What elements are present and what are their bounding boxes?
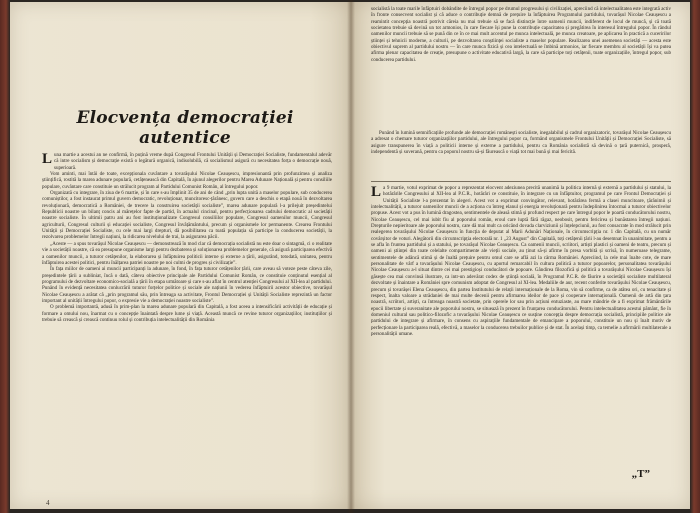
body-paragraph: Punând în lumină semnificațiile profunde ale democrației românești socialiste, inegalabilul și cadrul organizatoric, tovarășul Nicolae Ceaușescu a adresat o chemare tuturor organizațiilor partidului, ale întregului popor ca, formând organismele Frontului Unității și Democrației Socialiste, să asigure transpunerea în viață a politicii interne și externe a partidului, pentru ca România socialistă să devină o țară puternică, prosperă, independentă și suverană, pentru ca poporul nostru să-și făurească o viață tot mai bună și mai fericită.: [371, 130, 671, 156]
body-paragraph: O problemă importantă, adusă în prim-plan la marea adunare populară din Capitală, a fost aceea a intensificării activității de educație și formare a omului nou, înarmat cu o concepție înaintată despre lume și viață. Această muncă ce revine tuturor organizațiilor, instituțiilor și trebuie să crească și crească continuu rolul și contribuția intelectualității din România: [42, 304, 332, 323]
drop-cap: L: [371, 184, 382, 200]
body-paragraph: socialistă la toate marile înfăptuiri dobândite de întregul popor pe drumul progresului și civilizației, apreciind că intelectualitatea este integrată activ în fronte consecvent socialist și că aduce o contribuție demnă de prețuire la înfăptuirea Programului partidului, tovarășul Nicolae Ceaușescu a reamintit concepția noastră potrivit căreia nu mai trebuie să se facă distincție între oamenii muncii, indiferent de locul de muncă, și că toată societatea trebuie să devină un tot armonios, în care fiecare își pune la contribuție capacitatea și pregătirea în interesul întregului popor. În rândul oamenilor muncii trebuie să se pună din ce în ce mai mult accentul pe munca intelectuală, pe munca creatoare, pe aplicarea în practică a cuceririlor științei și tehnicii moderne, a culturii, pe dezvoltarea conștiinței socialiste a maselor populare. Realizarea unei asemenea societăți — acesta este obiectivul suprem al partidului nostru — în care munca fizică și cea intelectuală se îmbină armonios, iar fiecare membru al societății își va putea afirma plenar capacitatea de creație, presupune o activitate educativă largă, la care să participe toți cetățenii, toate organizațiile, întregul popor, sub conducerea partidului.: [371, 6, 671, 63]
intro-text: una martie a acestui an ne confirmă, în puțină vreme după Congresul Frontului Unității și Democrației Socialiste, fundamentalul adevăr că intre socialism și democrație există o legătură organică, indisolubilă, că socialismul asigură cu necesitatea forța o democrație nouă, superioară.: [54, 152, 332, 171]
article-intro: [42, 152, 332, 323]
right-top-text: [371, 6, 671, 63]
left-page: [10, 2, 351, 509]
book-gutter: [347, 0, 355, 513]
body-text: a 9 martie, votul exprimat de popor a reprezentat elocvent adeziunea precită unanimă la politica internă și externă a partidului și statului, la hotărârile Congresului al XII-lea al P.C.R., hotărâri ce constituie, în integrare cu un înfăptuitor, programul pe care Frontul Democrației și Unității Socialiste l-a prezentat în alegeri. Acest vot a exprimat convingător, relevant, hotărârea fermă a clasei muncitoare, țărănimii și intelectualității, a tuturor oamenilor muncii de a acționa cu întreg elanul și energia revoluționară pentru îndeplinirea întocmai a tuturor obiectivelor propuse. Acest vot a pus în lumină dragostea, sentimentele de aleasă stimă și profund respect pe care întregul popor le poartă conducătorului nostru, Nicolae Ceaușescu, cel mai iubit fiu al poporului român, eroul care luptă fără răgaz, neobosit, pentru fericirea și bunăstarea întregii națiuni. Drepturile nepieritoare ale poporului nostru, care dă mai mult ca oricând dovada clarviziunii și înțelepciunii, au fost consacrate în mod strălucit prin realegerea tovarășului Nicolae Ceaușescu în funcția de deputat al Marii Adunări Naționale, în circumscripția nr. 1 din Capitală, cu un număr covârșitor de voturi. Alegătorii din circumscripția electorală nr. 1 „23 August” din Capitală, toți cetățenii țării l-au desemnat în unanimitate, pentru a se afla în fruntea partidului și a statului, pe tovarășul Nicolae Ceaușescu. Ca oamenii muncii, scriitori, artiști plastici și oameni de teatru, precum și oameni ai științei din toate celelalte compartimente ale vieții sociale, au ținut să-și afirme în presa vorbită și scrisă, în numeroase telegrame, sentimentele de adâncă stimă și de înaltă prețuire pentru omul care se află azi la cârma României. Apreciind, la cele mai înalte cote, de mare personalitate de vârf a tovarășului Nicolae Ceaușescu, cu aportul remarcabil în cultura politică a tuturor popoarelor, personalitatea tovarășului Nicolae Ceaușescu a-l situat dintre cei mai prestigioși conducători de popoare. Gândirea filozofică și politică a tovarășului Nicolae Ceaușescu își găsește cea mai convinsă ilustrare, ca intr-un adevărat codex de știință socială, în Programul P.C.R. de făurire a societății socialiste multilateral dezvoltate și înaintare a României spre comunism adoptat de Congresul al XI-lea. Medaliile de aur, recent conferite tovarășului Nicolae Ceaușescu, precum și tovarășei Elena Ceaușescu, din partea Institutului de relații internaționale de la Roma, vin să confirme, ca de atâtea ori, cu tenacitate și respect, înalta valoare a strădaniei de mai multe decenii pentru afirmarea ideilor de pace și cooperare internațională. Oamenii de artă din țara noastră, scriitori, artiști, ca întreaga noastră societate, prin operele lor sau prin acțiuni entuziaste, au mare mândrie de a fi exprimat frământările epocii libertate și suveranitate ale poporului nostru, se situează în prezent în frunțarea conducătorului. Pentru intelectualitatea acestui pământ, fie în domeniul cultural sau politico-filozofic a tovarășului Nicolae Ceaușescu ce susține concepția despre democrația socialistă, principiile politice ale partidului de integrare și afirmare, în consens cu aspirațiile fundamentale de emancipare a poporului, constituie un nou și înalt motiv de perfecționare la participarea reală, efectivă, a maselor la conducerea trebuilor publice și de stat. În același timp, ca temelie a afirmării multilaterale a personalității umane.: [371, 185, 671, 337]
body-paragraph: „Aceste — a spus tovarășul Nicolae Ceaușescu — demonstrează în mod clar că democrația socialistă nu este doar o sintagmă, ci o realitate vie a societății noastre, că ea presupune organisme largi pentru dezbaterea și soluționarea problemelor generale, că asigură participarea efectivă a oamenilor muncii, a tuturor cetățenilor, la elaborarea și înfăptuirea politicii interne și externe a țării, asigurând, totodată, unitatea, pentru înfăptuirea acestei politici, pentru înălțarea patriei noastre pe noi culmi de progres și civilizație”.: [42, 240, 332, 266]
body-paragraph: Organizată cu integrare, în ziua de 6 martie, și în care s-au împlinit 35 de ani de când „prin lupta unită a maselor populare, sub conducerea comuniștilor, a fost instaurat primul guvern democratic, revoluționar, muncitoresc-țărănesc, guvern care a deschis o etapă nouă în dezvoltarea revoluționară, democratică a României, de trecere la construirea societății socialiste”, marea adunare populară l-a prilejuit președintelui Republicii noastre un bilanț concis al mărețelor fapte de partid, în actualul cincinal, pentru perfecționarea cadrului democratic al societății noastre socialiste. În ultimii patru ani au fost instituționalizate Congresul consiliilor populare, Congresul oamenilor muncii, Congresul agriculturii, Congresul culturii și educației socialiste, Congresul învățământului, precum și organismele lor permanente. Crearea Frontului Unității și Democrației Socialiste, cu cele mai largi drepturi, dă posibilitatea ca toată populația să participe la conducerea societății, la rezolvarea problemelor întregii națiuni, la ridicarea nivelului de trai, la asigurarea păcii.: [42, 190, 332, 241]
right-mid-text: [371, 130, 671, 155]
page-number: 4: [46, 499, 50, 507]
author-signature: „T”: [631, 468, 650, 480]
body-paragraph: Vom aminti, mai întâi de toate, excepționala cuvântare a tovarășului Nicolae Ceaușescu, impresionantă prin profunzimea și analiza științifică, rostită la marea adunare populară, cetățenească din Capitală, în ajunul alegerilor pentru Marea Adunare Națională și pentru consiliile populare, cuvântare care constituie un strălucit program al Partidului Comunist Român, al întregului popor.: [42, 171, 332, 190]
article-title: Elocvența democrației autentice: [76, 108, 294, 148]
right-page: [351, 2, 690, 509]
right-low-text: [371, 185, 671, 337]
section-divider: [371, 181, 671, 182]
drop-cap: L: [42, 151, 53, 167]
body-paragraph: În fața miilor de oameni ai muncii participanți la adunare, în fond, în fața tuturor cetățenilor țării, care aveau să voteze peste câteva zile, președintele țării a subliniat, încă o dată, câteva obiective principale ale Partidului Comunist Român, ce constituie conținutul esențial al programului de dezvoltare economico-socială a țării în etapa următoare și care s-au aflat în centrul atenției Congresului al XII-lea al partidului. Punând în evidență necesitatea conlucrării tuturor forțelor politice și sociale ale națiunii în vederea înfăptuirii acestor obiective, tovarășul Nicolae Ceaușescu a arătat că „prin programul său, prin întreaga sa activitate, Frontul Democrației și Unității Socialiste reprezintă un factor important al unității întregului popor, o expresie vie a democrației noastre socialiste”.: [42, 266, 332, 304]
